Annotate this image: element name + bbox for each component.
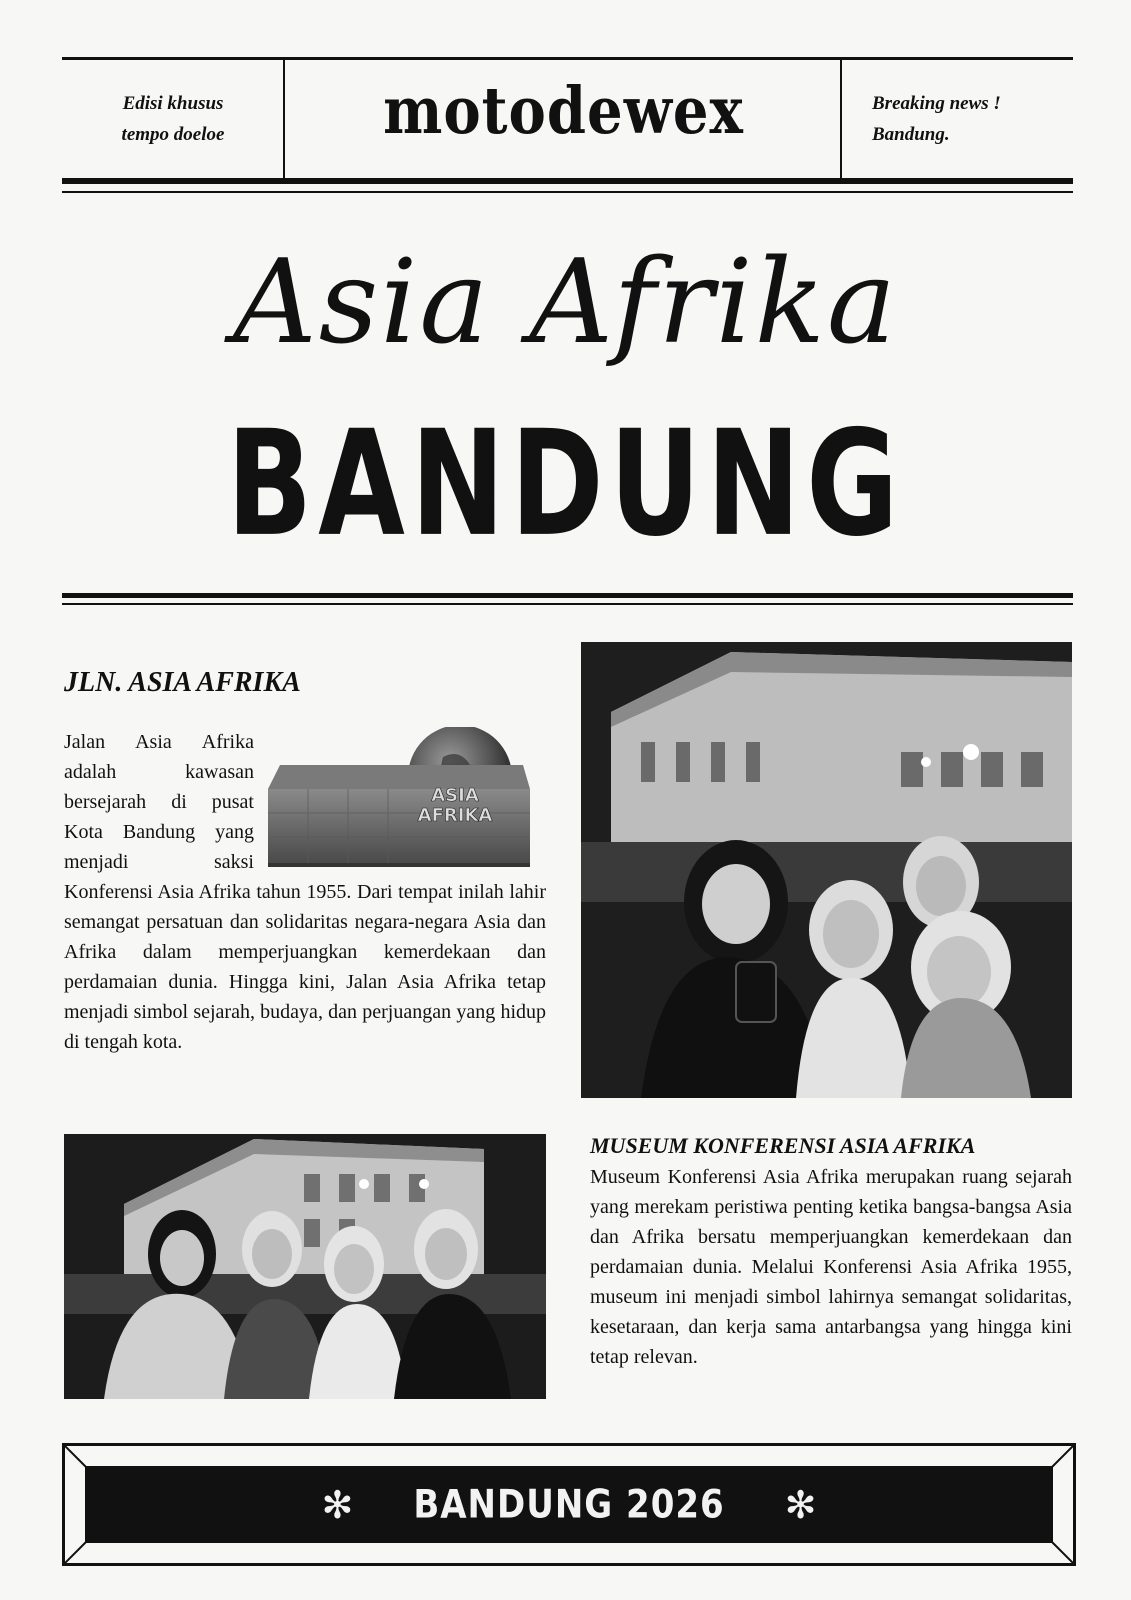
masthead-edition-line2: tempo doeloe	[121, 124, 225, 145]
footer-banner-bar	[85, 1466, 1053, 1543]
ornament-right-icon: ✻	[784, 1482, 817, 1527]
monument-illustration	[268, 727, 546, 869]
headline-script: Asia Afrika	[232, 235, 899, 370]
group-photo-museum	[64, 1134, 546, 1399]
article2-heading: MUSEUM KONFERENSI ASIA AFRIKA	[590, 1133, 976, 1158]
masthead-divider-right	[840, 59, 842, 182]
masthead-top-rule	[62, 57, 1073, 60]
monument-label-line2: AFRIKA	[417, 805, 493, 826]
ornament-left-icon: ✻	[321, 1482, 354, 1527]
headline-main: BANDUNG	[226, 400, 905, 569]
article1-heading: JLN. ASIA AFRIKA	[64, 667, 301, 698]
monument-label-line1: ASIA	[431, 785, 479, 806]
masthead-breaking-line2: Bandung.	[872, 124, 950, 145]
masthead-brand: motodewex	[383, 73, 744, 149]
headline-rule-thick	[62, 593, 1073, 598]
masthead-breaking-line1: Breaking news !	[872, 93, 1001, 114]
article1	[64, 727, 546, 1057]
group-photo-night-street	[581, 642, 1072, 1098]
article2-body: Museum Konferensi Asia Afrika merupakan ruang sejarah yang merekam peristiwa penting ketika bangsa-bangsa Asia dan Afrika bersatu memperjuangkan kemerdekaan dan perdamaian dunia. Melalui Konferensi Asia Afrika 1955, museum ini menjadi simbol lahirnya semangat solidaritas, kesetaraan, dan kerja sama antarbangsa yang hingga kini tetap relevan.	[590, 1166, 1072, 1368]
article1-body: Jalan Asia Afrika adalah kawasan bersejarah di pusat Kota Bandung yang menjadi saksi Konferensi Asia Afrika tahun 1955. Dari tempat inilah lahir semangat persatuan dan solidaritas negara-negara Asia dan Afrika dalam memperjuangkan kemerdekaan dan perdamaian dunia. Hingga kini, Jalan Asia Afrika tetap menjadi simbol sejarah, budaya, dan perjuangan yang hidup di tengah kota.	[64, 731, 546, 1053]
footer-banner-text: BANDUNG 2026	[413, 1481, 725, 1528]
headline-rule-thin	[62, 603, 1073, 605]
article2	[590, 1162, 1072, 1372]
masthead-bottom-rule-thick	[62, 178, 1073, 184]
footer-banner	[62, 1443, 1076, 1566]
masthead-edition	[62, 88, 284, 150]
masthead-breaking	[872, 88, 1072, 150]
globe-monument-icon	[268, 727, 546, 869]
masthead-edition-line1: Edisi khusus	[122, 93, 224, 114]
masthead-bottom-rule-thin	[62, 191, 1073, 193]
